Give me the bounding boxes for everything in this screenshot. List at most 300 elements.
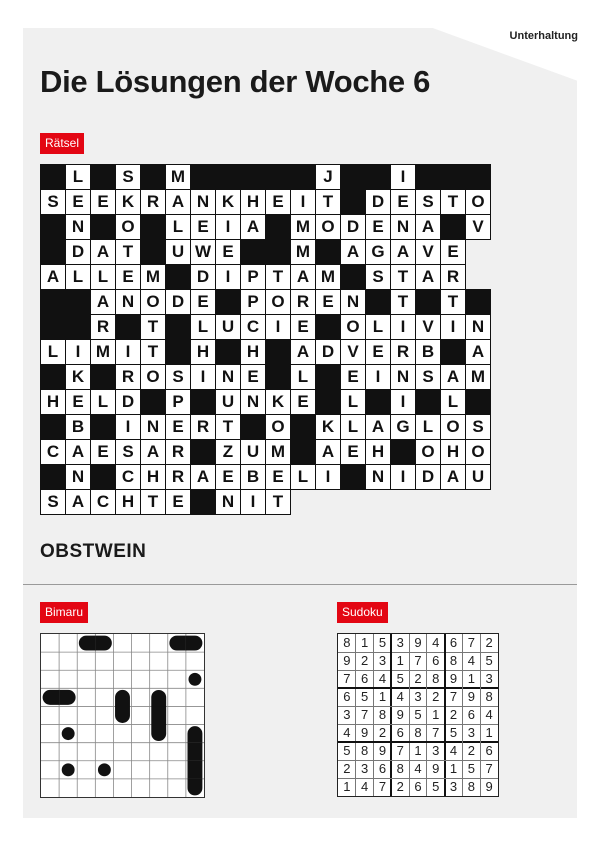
crossword-cell: S [40, 189, 66, 215]
crossword-cell: P [165, 389, 191, 415]
crossword-cell: D [315, 339, 341, 365]
crossword-block [365, 164, 391, 190]
crossword-block [315, 389, 341, 415]
crossword-cell: C [240, 314, 266, 340]
crossword-cell: B [65, 414, 91, 440]
crossword-cell: E [340, 364, 366, 390]
crossword-block [140, 239, 166, 265]
bimaru-grid [40, 633, 205, 798]
crossword-cell: U [215, 389, 241, 415]
crossword-block [315, 239, 341, 265]
crossword-cell: U [215, 314, 241, 340]
crossword-cell: R [140, 189, 166, 215]
sudoku-cell: 9 [432, 761, 440, 776]
sudoku-cell: 2 [467, 743, 475, 758]
crossword-label: Rätsel [40, 133, 84, 154]
crossword-block [140, 164, 166, 190]
crossword-block [40, 239, 66, 265]
crossword-cell: A [415, 214, 441, 240]
crossword-cell: A [440, 364, 466, 390]
crossword-block [290, 414, 316, 440]
sudoku-cell: 5 [449, 725, 458, 740]
sudoku-cell-line [338, 670, 498, 671]
crossword-cell: H [440, 439, 466, 465]
sudoku-cell: 2 [414, 671, 422, 686]
sudoku-cell: 4 [449, 743, 458, 758]
sudoku-cell: 4 [432, 635, 440, 650]
crossword-cell: D [115, 389, 141, 415]
crossword-cell: L [340, 414, 366, 440]
crossword-cell: E [65, 389, 91, 415]
crossword-cell: I [315, 464, 341, 490]
crossword-cell: A [315, 439, 341, 465]
crossword-cell: T [140, 339, 166, 365]
sudoku-cell: 5 [485, 653, 493, 668]
crossword-block [340, 164, 366, 190]
crossword-block [465, 289, 491, 315]
sudoku-cell: 8 [378, 707, 387, 722]
sudoku-cell: 1 [485, 725, 493, 740]
crossword-cell: O [265, 414, 291, 440]
crossword-cell: U [465, 464, 491, 490]
sudoku-cell-line [338, 778, 498, 779]
crossword-cell: T [140, 489, 166, 515]
sudoku-cell: 4 [378, 671, 387, 686]
crossword-block [440, 164, 466, 190]
sudoku-cell-line [338, 760, 498, 761]
crossword-cell: T [215, 414, 241, 440]
crossword-cell: O [465, 189, 491, 215]
crossword-cell: S [40, 489, 66, 515]
sudoku-cell: 9 [396, 707, 404, 722]
crossword-cell: A [415, 264, 441, 290]
crossword-cell: V [415, 239, 441, 265]
bimaru-ship-left [79, 636, 96, 651]
crossword-cell: D [190, 264, 216, 290]
crossword-block [65, 314, 91, 340]
sudoku-cell: 2 [432, 689, 440, 704]
crossword-cell: E [315, 289, 341, 315]
bimaru-ship-top [151, 690, 166, 707]
crossword-cell: E [65, 189, 91, 215]
sudoku-cell: 3 [378, 653, 387, 668]
crossword-cell: E [115, 264, 141, 290]
sudoku-cell: 1 [432, 707, 440, 722]
crossword-cell: N [115, 289, 141, 315]
crossword-cell: E [165, 489, 191, 515]
sudoku-cell: 2 [361, 653, 369, 668]
crossword-cell: D [65, 239, 91, 265]
crossword-cell: E [190, 214, 216, 240]
sudoku-cell: 8 [414, 725, 422, 740]
crossword-block [440, 214, 466, 240]
crossword-cell: O [265, 289, 291, 315]
crossword-cell: L [65, 164, 91, 190]
sudoku-cell: 8 [432, 671, 440, 686]
crossword-cell: I [65, 339, 91, 365]
crossword-cell: O [465, 439, 491, 465]
crossword-block [340, 189, 366, 215]
sudoku-cell: 4 [485, 707, 493, 722]
crossword-cell: L [165, 214, 191, 240]
crossword-block [90, 164, 116, 190]
bimaru-ship-right [186, 636, 203, 651]
crossword-block [265, 239, 291, 265]
crossword-cell: S [115, 164, 141, 190]
bimaru-ship-circle [188, 673, 201, 686]
sudoku-cell: 5 [396, 671, 404, 686]
crossword-block [290, 164, 316, 190]
crossword-cell: L [190, 314, 216, 340]
sudoku-cell-line [338, 724, 498, 725]
crossword-cell: N [390, 364, 416, 390]
crossword-block [165, 339, 191, 365]
crossword-cell: M [265, 439, 291, 465]
crossword-cell: D [415, 464, 441, 490]
crossword-cell: G [365, 239, 391, 265]
crossword-cell: A [365, 414, 391, 440]
crossword-cell: N [365, 464, 391, 490]
crossword-cell: B [415, 339, 441, 365]
sudoku-cell: 2 [449, 707, 458, 722]
sudoku-cell-line [480, 634, 481, 796]
crossword-cell: T [440, 289, 466, 315]
bimaru-ship-left [169, 636, 186, 651]
crossword-block [140, 214, 166, 240]
crossword-cell: R [390, 339, 416, 365]
sudoku-cell: 6 [432, 653, 440, 668]
sudoku-cell: 4 [343, 725, 351, 740]
crossword-cell: A [40, 264, 66, 290]
crossword-cell: P [240, 289, 266, 315]
crossword-cell: R [190, 414, 216, 440]
sudoku-cell: 2 [378, 725, 387, 740]
sudoku-cell: 5 [467, 761, 475, 776]
crossword-block [440, 339, 466, 365]
crossword-cell: L [415, 414, 441, 440]
crossword-block [265, 339, 291, 365]
crossword-cell: U [240, 439, 266, 465]
crossword-cell: R [165, 439, 191, 465]
crossword-cell: A [65, 439, 91, 465]
crossword-grid [40, 164, 492, 528]
crossword-block [340, 464, 366, 490]
crossword-cell: O [340, 314, 366, 340]
sudoku-cell: 9 [449, 671, 458, 686]
crossword-cell: O [140, 364, 166, 390]
crossword-block [115, 314, 141, 340]
crossword-cell: H [40, 389, 66, 415]
crossword-cell: W [190, 239, 216, 265]
sudoku-cell: 1 [396, 653, 404, 668]
crossword-cell: I [440, 314, 466, 340]
sudoku-cell: 7 [467, 635, 475, 650]
sudoku-cell: 6 [378, 761, 387, 776]
crossword-cell: S [415, 364, 441, 390]
crossword-block [265, 364, 291, 390]
sudoku-cell: 6 [414, 779, 422, 794]
crossword-cell: A [140, 439, 166, 465]
sudoku-cell: 9 [467, 689, 475, 704]
crossword-cell: H [240, 189, 266, 215]
crossword-block [290, 439, 316, 465]
crossword-cell: K [265, 389, 291, 415]
sudoku-cell-line [338, 706, 498, 707]
sudoku-cell: 7 [432, 725, 440, 740]
crossword-cell: O [415, 439, 441, 465]
crossword-cell: T [440, 189, 466, 215]
crossword-cell: N [390, 214, 416, 240]
crossword-cell: E [440, 239, 466, 265]
crossword-cell: E [265, 464, 291, 490]
crossword-block [215, 289, 241, 315]
crossword-cell: V [340, 339, 366, 365]
crossword-cell: L [290, 464, 316, 490]
crossword-block [240, 164, 266, 190]
sudoku-box-line [444, 634, 446, 796]
sudoku-cell: 7 [414, 653, 422, 668]
sudoku-cell-line [409, 634, 410, 796]
crossword-block [40, 289, 66, 315]
bimaru-ship-top [187, 726, 202, 743]
crossword-cell: H [190, 339, 216, 365]
crossword-cell: I [115, 339, 141, 365]
sudoku-cell: 5 [378, 635, 387, 650]
crossword-cell: H [365, 439, 391, 465]
sudoku-cell: 8 [361, 743, 369, 758]
crossword-block [465, 164, 491, 190]
sudoku-cell-line [373, 634, 374, 796]
crossword-cell: S [115, 439, 141, 465]
crossword-cell: M [165, 164, 191, 190]
sudoku-cell: 7 [449, 689, 458, 704]
bimaru-ship-right [95, 636, 112, 651]
crossword-block [90, 364, 116, 390]
crossword-block [190, 164, 216, 190]
crossword-cell: T [390, 289, 416, 315]
crossword-cell: M [290, 214, 316, 240]
sudoku-cell: 6 [485, 743, 493, 758]
crossword-cell: I [240, 489, 266, 515]
crossword-cell: V [415, 314, 441, 340]
crossword-cell: A [340, 239, 366, 265]
crossword-cell: K [215, 189, 241, 215]
sudoku-cell-line [338, 652, 498, 653]
crossword-cell: A [465, 339, 491, 365]
crossword-block [140, 389, 166, 415]
sudoku-cell: 3 [485, 671, 493, 686]
sudoku-box-line [338, 687, 498, 689]
crossword-cell: I [390, 464, 416, 490]
sudoku-cell: 8 [485, 689, 493, 704]
crossword-cell: C [90, 489, 116, 515]
sudoku-cell: 6 [361, 671, 369, 686]
sudoku-cell: 1 [343, 779, 351, 794]
sudoku-box-line [338, 741, 498, 743]
crossword-cell: E [290, 389, 316, 415]
crossword-block [40, 214, 66, 240]
sudoku-cell: 7 [361, 707, 369, 722]
sudoku-cell: 6 [343, 689, 351, 704]
sudoku-cell: 8 [467, 779, 475, 794]
sudoku-cell: 5 [432, 779, 440, 794]
bimaru-ship-circle [62, 763, 75, 776]
sudoku-cell: 6 [449, 635, 458, 650]
crossword-block [265, 164, 291, 190]
crossword-block [90, 414, 116, 440]
crossword-cell: N [140, 414, 166, 440]
crossword-cell: O [140, 289, 166, 315]
sudoku-cell: 4 [361, 779, 369, 794]
crossword-cell: S [415, 189, 441, 215]
crossword-block [415, 164, 441, 190]
crossword-cell: D [340, 214, 366, 240]
crossword-cell: K [65, 364, 91, 390]
bimaru-ship-mid [187, 761, 202, 779]
crossword-cell: I [390, 164, 416, 190]
crossword-cell: I [215, 214, 241, 240]
crossword-cell: A [90, 289, 116, 315]
bimaru-ship-circle [62, 727, 75, 740]
sudoku-cell: 3 [414, 689, 422, 704]
crossword-block [40, 164, 66, 190]
crossword-cell: T [390, 264, 416, 290]
section-tag: Unterhaltung [509, 30, 578, 42]
sudoku-cell: 9 [361, 725, 369, 740]
crossword-cell: T [265, 489, 291, 515]
sudoku-box-line [390, 634, 392, 796]
crossword-block [165, 264, 191, 290]
crossword-cell: I [215, 264, 241, 290]
crossword-cell: H [115, 489, 141, 515]
crossword-cell: V [465, 214, 491, 240]
crossword-cell: A [290, 264, 316, 290]
crossword-cell: T [315, 189, 341, 215]
crossword-cell: T [115, 239, 141, 265]
sudoku-cell: 3 [449, 779, 458, 794]
crossword-block [90, 464, 116, 490]
sudoku-cell: 4 [414, 761, 422, 776]
crossword-block [265, 214, 291, 240]
bimaru-ship-bottom [187, 779, 202, 796]
crossword-cell: I [115, 414, 141, 440]
crossword-cell: E [390, 189, 416, 215]
crossword-cell: N [215, 489, 241, 515]
sudoku-grid [337, 633, 499, 797]
crossword-cell: K [115, 189, 141, 215]
crossword-cell: A [440, 464, 466, 490]
crossword-cell: I [390, 389, 416, 415]
sudoku-cell-line [462, 634, 463, 796]
crossword-cell: S [165, 364, 191, 390]
sudoku-cell: 7 [378, 779, 387, 794]
crossword-cell: R [90, 314, 116, 340]
crossword-block [365, 289, 391, 315]
sudoku-cell: 1 [378, 689, 387, 704]
sudoku-cell: 3 [361, 761, 369, 776]
sudoku-label: Sudoku [337, 602, 388, 623]
crossword-cell: K [315, 414, 341, 440]
crossword-cell: E [365, 339, 391, 365]
section-divider [23, 584, 577, 585]
crossword-cell: M [140, 264, 166, 290]
sudoku-cell: 8 [449, 653, 458, 668]
crossword-block [365, 389, 391, 415]
crossword-block [165, 314, 191, 340]
crossword-cell: I [190, 364, 216, 390]
crossword-cell: R [165, 464, 191, 490]
crossword-block [340, 264, 366, 290]
sudoku-cell: 1 [414, 743, 422, 758]
crossword-cell: P [240, 264, 266, 290]
crossword-cell: N [65, 214, 91, 240]
crossword-cell: J [315, 164, 341, 190]
crossword-cell: R [290, 289, 316, 315]
sudoku-cell: 3 [343, 707, 351, 722]
crossword-cell: H [240, 339, 266, 365]
crossword-cell: A [90, 239, 116, 265]
sudoku-cell-line [355, 634, 356, 796]
crossword-cell: E [265, 189, 291, 215]
sudoku-cell: 1 [449, 761, 458, 776]
bimaru-ship-left [43, 690, 60, 705]
sudoku-cell: 3 [432, 743, 440, 758]
crossword-cell: O [440, 414, 466, 440]
crossword-block [190, 389, 216, 415]
crossword-cell: L [90, 264, 116, 290]
crossword-cell: E [340, 439, 366, 465]
sudoku-cell: 9 [378, 743, 387, 758]
crossword-cell: T [265, 264, 291, 290]
sudoku-cell: 9 [485, 779, 493, 794]
sudoku-cell: 2 [485, 635, 493, 650]
crossword-cell: N [340, 289, 366, 315]
crossword-cell: A [65, 489, 91, 515]
crossword-cell: I [390, 314, 416, 340]
crossword-cell: M [465, 364, 491, 390]
crossword-block [240, 414, 266, 440]
crossword-cell: H [140, 464, 166, 490]
crossword-cell: B [240, 464, 266, 490]
sudoku-cell: 7 [343, 671, 351, 686]
sudoku-cell: 8 [396, 761, 404, 776]
crossword-cell: D [365, 189, 391, 215]
sudoku-cell: 7 [485, 761, 493, 776]
crossword-cell: E [215, 464, 241, 490]
crossword-cell: D [165, 289, 191, 315]
crossword-block [90, 214, 116, 240]
crossword-cell: R [440, 264, 466, 290]
crossword-cell: A [190, 464, 216, 490]
crossword-cell: E [290, 314, 316, 340]
crossword-cell: L [365, 314, 391, 340]
crossword-cell: E [190, 289, 216, 315]
crossword-block [65, 289, 91, 315]
crossword-block [40, 314, 66, 340]
sudoku-cell: 9 [343, 653, 351, 668]
sudoku-cell: 6 [396, 725, 404, 740]
crossword-block [40, 364, 66, 390]
crossword-cell: E [90, 189, 116, 215]
sudoku-cell: 5 [361, 689, 369, 704]
crossword-cell: S [365, 264, 391, 290]
crossword-cell: L [290, 364, 316, 390]
crossword-block [315, 364, 341, 390]
crossword-cell: E [365, 214, 391, 240]
sudoku-cell: 6 [467, 707, 475, 722]
crossword-cell: I [265, 314, 291, 340]
crossword-cell: Z [215, 439, 241, 465]
